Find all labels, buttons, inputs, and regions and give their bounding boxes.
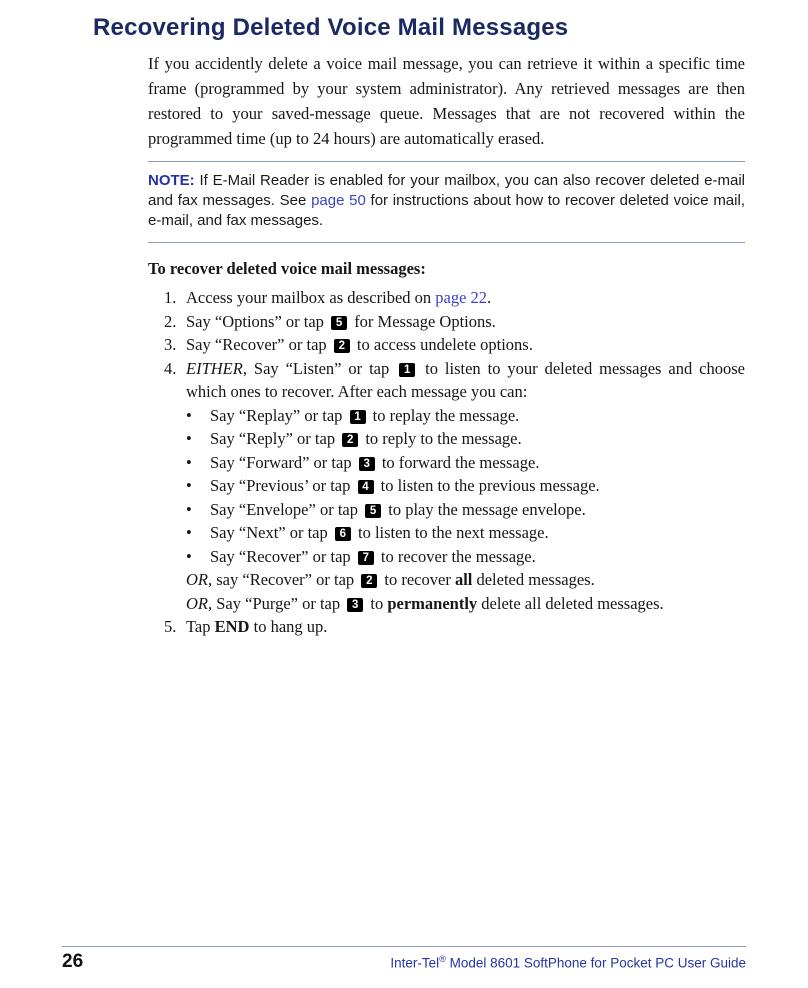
bullet-icon: •	[186, 499, 192, 519]
text-run: to forward the message.	[377, 452, 540, 472]
bullet-icon: •	[186, 476, 192, 495]
keypad-key-icon: 1	[350, 410, 366, 424]
steps-list	[164, 286, 745, 639]
italic-text: OR,	[186, 570, 213, 589]
keypad-key-icon: 1	[399, 363, 415, 377]
bullet-icon: •	[186, 452, 192, 472]
bullet-icon: •	[186, 405, 192, 425]
text-run: Access your mailbox as described on	[186, 288, 436, 307]
text-run: If E-Mail Reader is enabled for your mailbox, you can also recover deleted e-mail and fax messages. See	[148, 172, 745, 209]
page-link[interactable]: page 22	[435, 288, 488, 307]
page-number: 26	[62, 951, 84, 972]
page-title: Recovering Deleted Voice Mail Messages	[93, 14, 569, 41]
step-number: 2.	[164, 311, 177, 331]
or-line	[186, 568, 745, 592]
text-run: to listen to your deleted messages and choose which ones to recover. After each message you can:	[186, 358, 745, 401]
bullet-item	[186, 474, 745, 498]
bullet-item	[186, 545, 745, 569]
text-run: to hang up.	[249, 617, 328, 636]
step-item	[164, 286, 745, 310]
step-body	[186, 615, 745, 639]
bullet-text	[210, 521, 745, 545]
text-run: Say “Purge” or tap	[212, 593, 345, 613]
text-run: to play the message envelope.	[384, 499, 586, 519]
step-text	[186, 333, 745, 357]
keypad-key-icon: 5	[365, 504, 381, 518]
text-run: Say “Forward” or tap	[210, 452, 356, 472]
step-number: 5.	[164, 617, 177, 636]
keypad-key-icon: 5	[331, 316, 347, 330]
text-run: delete all deleted messages.	[477, 593, 664, 613]
step-text	[186, 615, 745, 639]
text-run: Say “Reply” or tap	[210, 429, 340, 448]
note-paragraph	[148, 171, 745, 231]
step-number: 1.	[164, 288, 177, 307]
text-run: Tap	[186, 617, 215, 636]
bullet-text	[210, 404, 745, 428]
keypad-key-icon: 3	[359, 457, 375, 471]
step-number: 4.	[164, 358, 177, 378]
text-run: to replay the message.	[368, 405, 520, 425]
italic-text: OR,	[186, 593, 213, 613]
or-line	[186, 592, 745, 616]
intro-paragraph: If you accidently delete a voice mail message, you can retrieve it within a specific time frame (programmed by your system administrator). Any retrieved messages are then restored to your saved-message queue. Messages that are not recovered within the programmed time (up to 24 hours) are automatically erased.	[148, 54, 745, 148]
text-run: say “Recover” or tap	[212, 570, 359, 589]
text-run: to listen to the next message.	[353, 523, 549, 542]
text-run: Say “Next” or tap	[210, 523, 332, 542]
bullet-item	[186, 498, 745, 522]
text-run: Inter-Tel	[390, 955, 440, 970]
step-text	[186, 357, 745, 404]
note-label: NOTE:	[148, 172, 195, 189]
bullet-item	[186, 521, 745, 545]
page-footer	[62, 946, 746, 973]
text-run: Say “Recover” or tap	[186, 335, 331, 354]
text-run: Say “Previous’ or tap	[210, 476, 355, 495]
page-link[interactable]: page 50	[311, 192, 366, 209]
keypad-key-icon: 2	[342, 433, 358, 447]
bullet-text	[210, 498, 745, 522]
procedure-heading: To recover deleted voice mail messages:	[148, 259, 426, 278]
bullet-text	[210, 427, 745, 451]
text-run: to listen to the previous message.	[376, 476, 600, 495]
bold-text: all	[454, 570, 473, 589]
bullet-icon: •	[186, 429, 192, 448]
keypad-key-icon: 2	[361, 574, 377, 588]
text-run: Say “Listen” or tap	[246, 358, 397, 378]
bullet-list	[186, 404, 745, 569]
text-run: to recover the message.	[376, 546, 536, 566]
bullet-text	[210, 545, 745, 569]
footer-row	[62, 947, 746, 973]
bullet-text	[210, 474, 745, 498]
registered-mark-icon: ®	[439, 953, 446, 964]
text-run: to recover	[380, 570, 455, 589]
bold-text: END	[214, 617, 250, 636]
text-run: Say “Options” or tap	[186, 311, 329, 331]
step-item	[164, 310, 745, 334]
text-run: for Message Options.	[350, 311, 496, 331]
bullet-icon: •	[186, 546, 192, 566]
keypad-key-icon: 3	[347, 598, 363, 612]
step-body	[186, 310, 745, 334]
text-run: Say “Replay” or tap	[210, 405, 347, 425]
text-run: Model 8601 SoftPhone for Pocket PC User Guide	[445, 955, 746, 970]
text-run: deleted messages.	[472, 570, 595, 589]
bullet-item	[186, 427, 745, 451]
step-item	[164, 615, 745, 639]
note-block	[148, 161, 745, 243]
italic-text: EITHER,	[186, 358, 247, 378]
bold-text: permanently	[387, 593, 478, 613]
step-item	[164, 357, 745, 616]
text-run: to access undelete options.	[352, 335, 533, 354]
text-run: to	[366, 593, 388, 613]
step-text	[186, 286, 745, 310]
page-content	[148, 51, 745, 639]
footer-title	[390, 954, 746, 971]
bullet-icon: •	[186, 523, 192, 542]
bullet-text	[210, 451, 745, 475]
text-run: Say “Recover” or tap	[210, 546, 355, 566]
step-body	[186, 333, 745, 357]
text-run: for instructions about how to recover deleted voice mail, e-mail, and fax messages.	[148, 192, 745, 229]
step-item	[164, 333, 745, 357]
step-number: 3.	[164, 335, 177, 354]
step-text	[186, 310, 745, 334]
bullet-item	[186, 451, 745, 475]
keypad-key-icon: 6	[335, 527, 351, 541]
bullet-item	[186, 404, 745, 428]
text-run: .	[487, 288, 492, 307]
step-body	[186, 357, 745, 616]
keypad-key-icon: 7	[358, 551, 374, 565]
step-body	[186, 286, 745, 310]
keypad-key-icon: 2	[334, 339, 350, 353]
text-run: to reply to the message.	[361, 429, 522, 448]
text-run: Say “Envelope” or tap	[210, 499, 363, 519]
keypad-key-icon: 4	[358, 480, 374, 494]
